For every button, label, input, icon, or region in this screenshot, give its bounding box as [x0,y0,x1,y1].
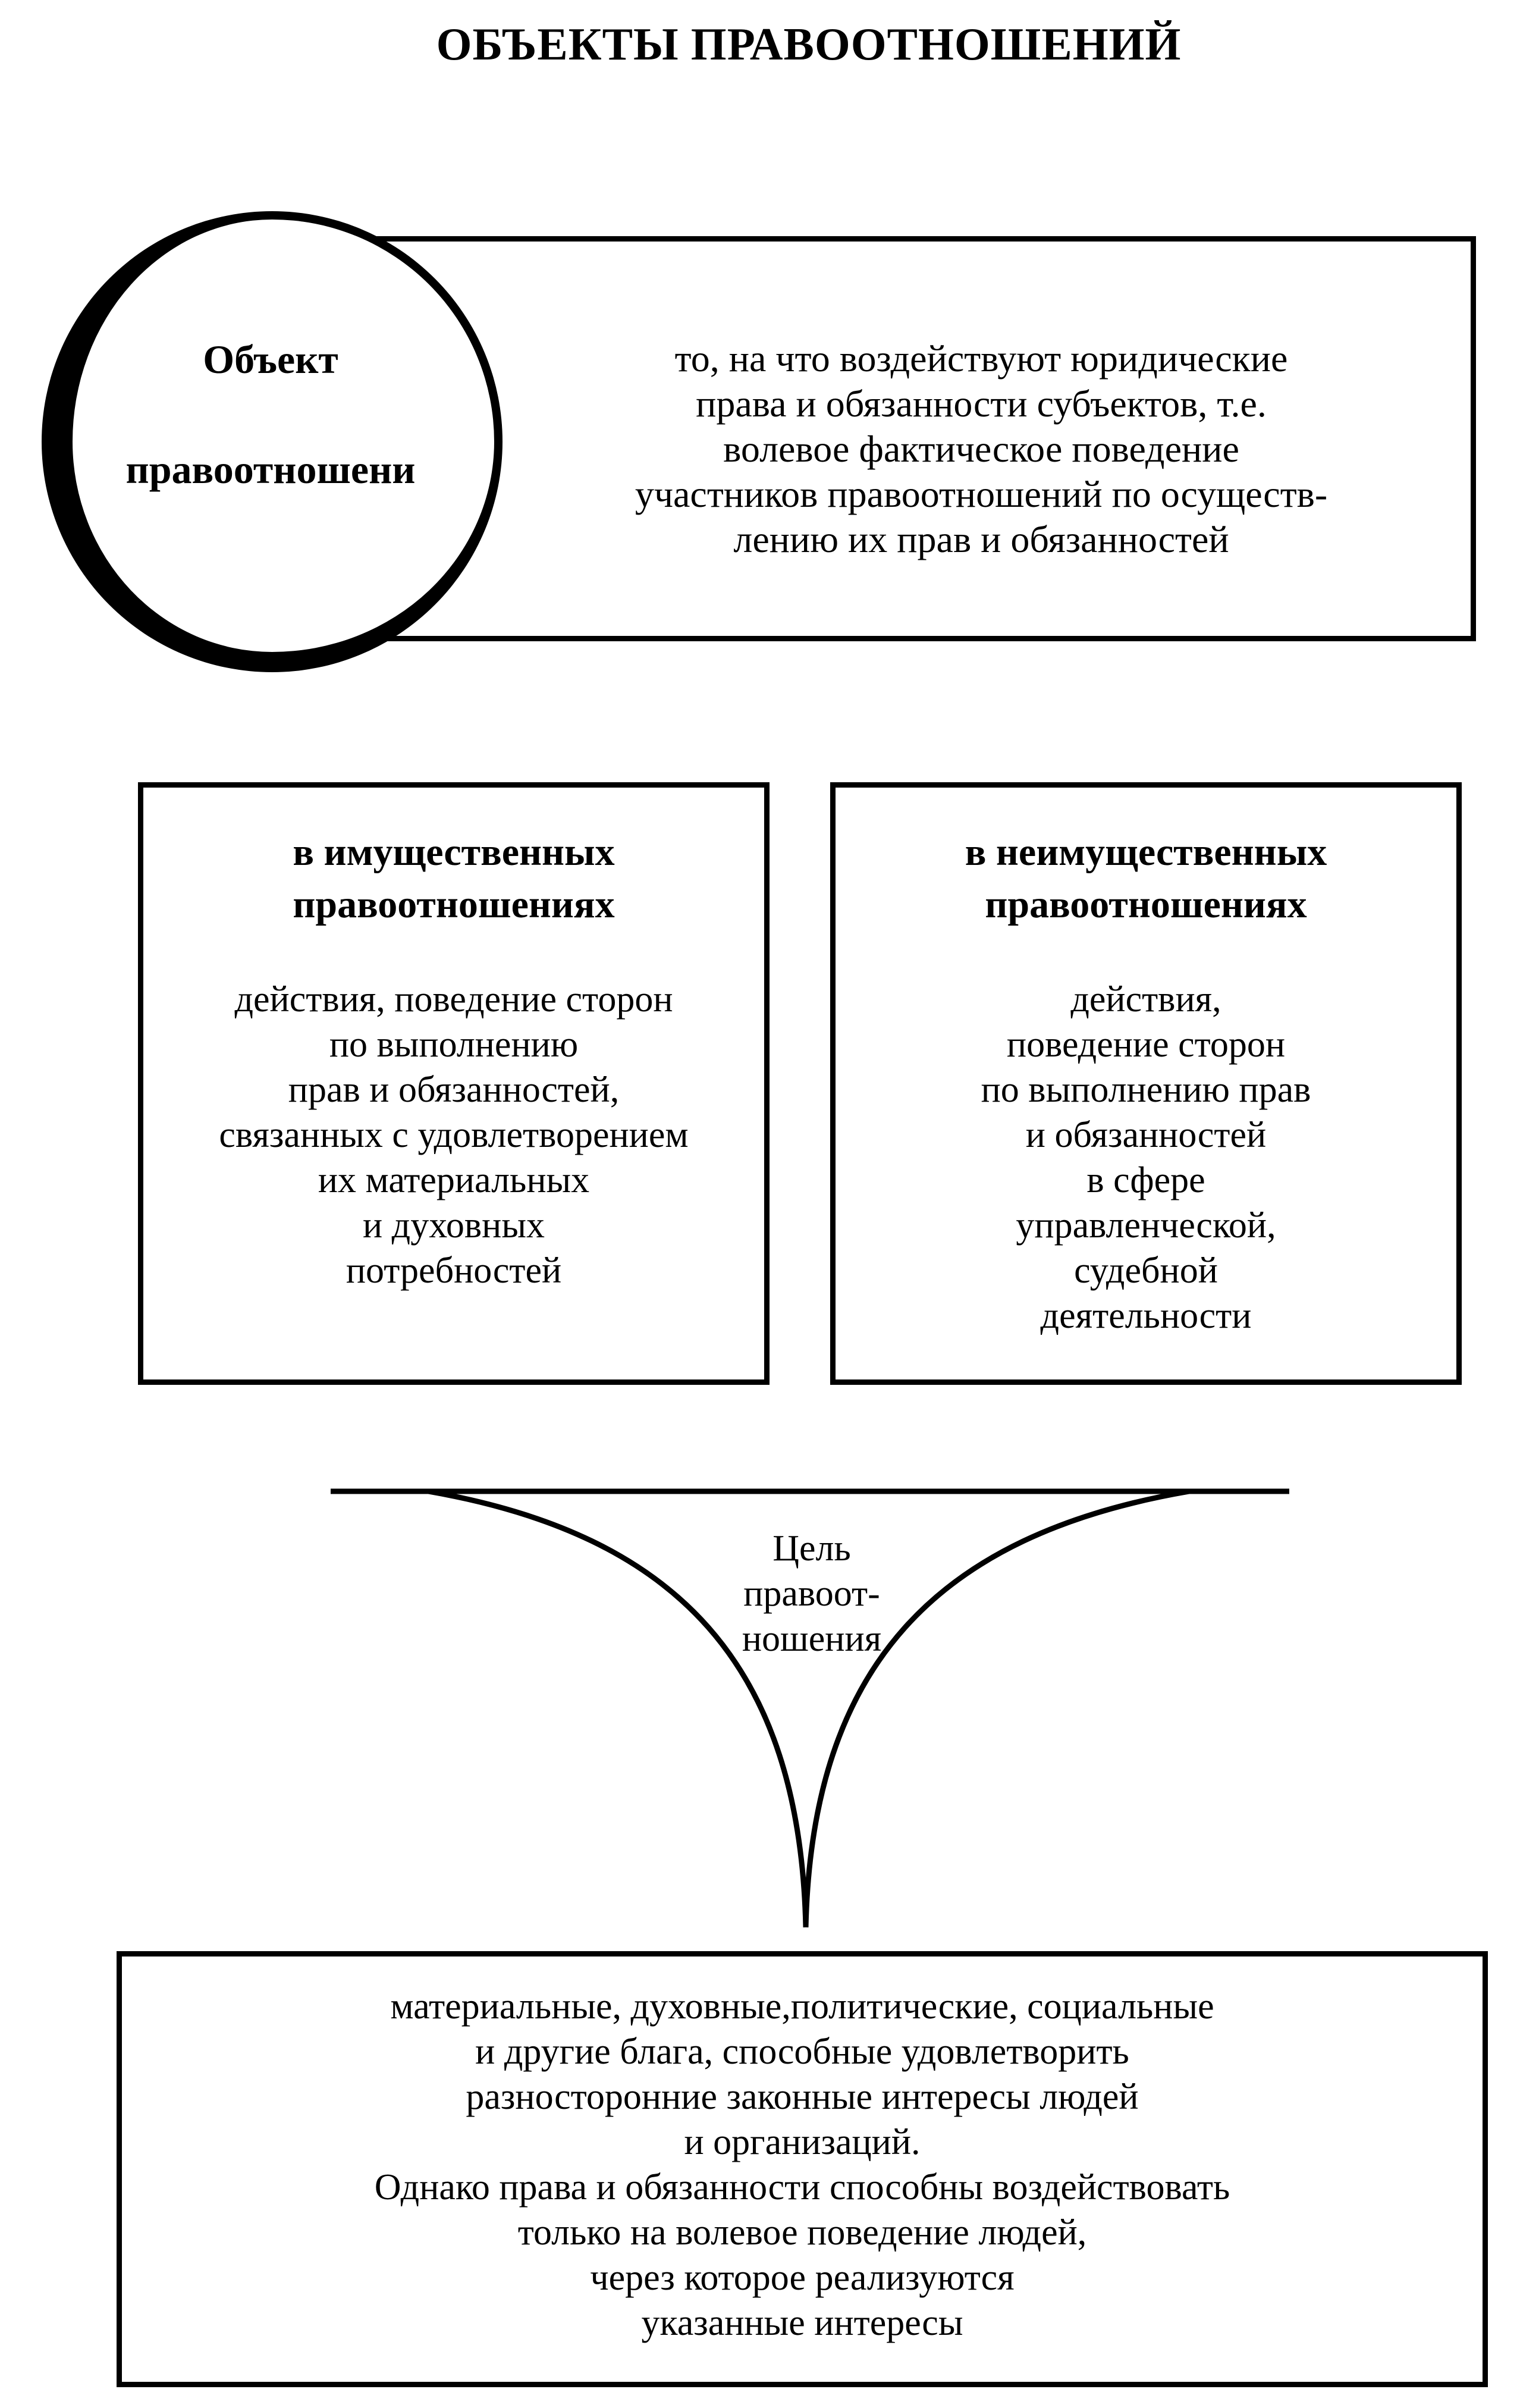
goods-line: только на волевое поведение людей, [517,2212,1087,2253]
heading-line: в имущественных [293,830,615,874]
body-line: действия, поведение сторон [234,979,673,1020]
body-line: связанных с удовлетворением [219,1115,689,1155]
body-line: потребностей [346,1250,562,1291]
heading-line: правоотношениях [985,883,1307,926]
definition-line: права и обязанности субъектов, т.е. [696,382,1267,425]
heading-line: правоотношениях [293,883,615,926]
goods-text [117,1984,1488,2346]
body-line: и обязанностей [1025,1115,1267,1155]
body-line: и духовных [363,1205,545,1246]
body-line: деятельности [1040,1296,1252,1336]
body-line: по выполнению [329,1024,579,1065]
goods-line: материальные, духовные,политические, социальные [390,1986,1214,2027]
definition-line: лению их прав и обязанностей [733,518,1229,560]
goods-line: разносторонние законные интересы людей [466,2077,1139,2117]
body-line: судебной [1074,1250,1218,1291]
goal-line: правоот- [743,1573,880,1614]
goods-line: Однако права и обязанности способны воздействовать [374,2167,1230,2208]
goods-line: через которое реализуются [590,2258,1015,2298]
definition-line: волевое фактическое поведение [723,428,1239,470]
body-line: по выполнению прав [981,1070,1311,1110]
goods-line: и другие блага, способные удовлетворить [475,2031,1129,2072]
definition-line: участников правоотношений по осуществ- [635,473,1328,515]
goal-label [714,1526,910,1661]
body-line: действия, [1070,979,1221,1020]
body-line: в сфере [1086,1160,1205,1200]
body-line: поведение сторон [1006,1024,1286,1065]
definition-line: то, на что воздействуют юридические [674,337,1288,380]
goods-line: указанные интересы [641,2303,963,2343]
body-line: управленческой, [1016,1205,1276,1246]
goal-line: ношения [742,1619,882,1659]
body-line: их материальных [318,1160,590,1200]
object-label: Объект [203,337,338,382]
heading-line: в неимущественных [965,830,1327,874]
body-line: прав и обязанностей, [288,1070,620,1110]
object-label: правоотношени [125,447,416,492]
page-title: ОБЪЕКТЫ ПРАВООТНОШЕНИЙ [436,18,1182,70]
goods-line: и организаций. [684,2122,921,2162]
goal-line: Цель [772,1528,851,1569]
